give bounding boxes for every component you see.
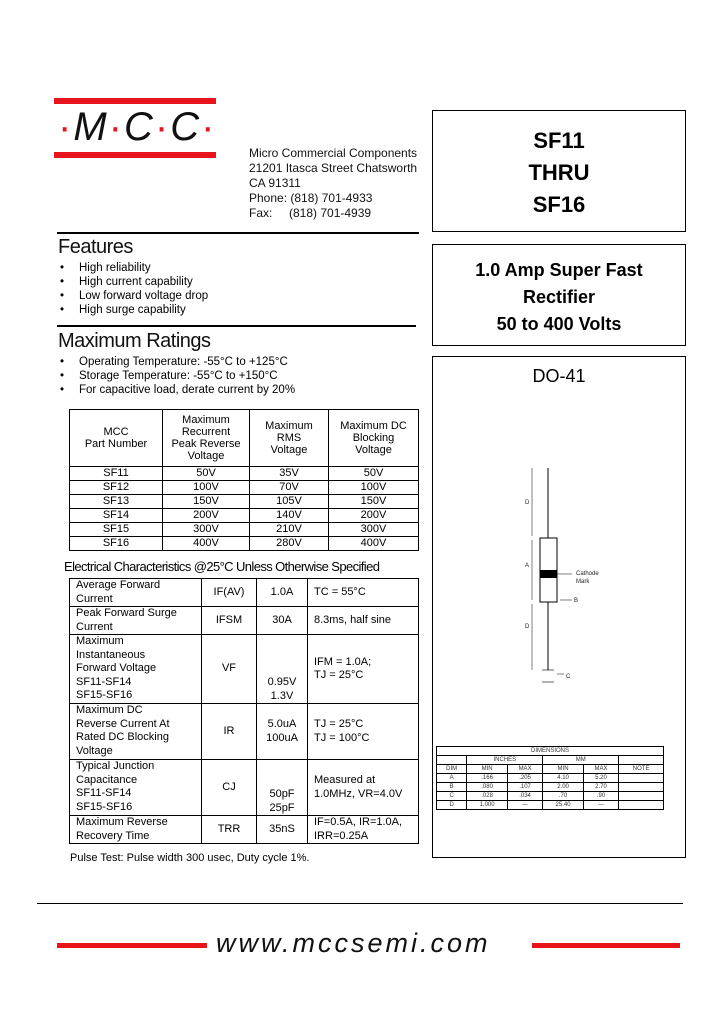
table-row: Typical Junction Capacitance SF11-SF14 SF15-SF16 CJ 50pF 25pF Measured at 1.0MHz, VR=4.0V [70,760,419,816]
ratings-table [69,409,419,551]
dim-label-d: D [525,500,530,506]
company-fax: Fax: (818) 701-4939 [249,206,372,220]
product-title-line-2: Rectifier [522,287,596,307]
ratings-title: Maximum Ratings [58,330,211,352]
dim-header-row: DIM MIN MAX MIN MAX NOTE [437,765,664,774]
header-part-number: MCC Part Number [70,410,163,467]
dim-row: D 1.000 --- 25.40 --- [437,801,664,810]
ratings-list [59,355,295,397]
footer-right-bar [532,943,680,948]
rating-item: • Operating Temperature: -55°C to +125°C [59,355,295,369]
product-title-box [432,244,686,346]
header-dc-blocking: Maximum DC Blocking Voltage [329,410,419,467]
symbol-cell: VF [202,635,257,704]
company-address [249,146,417,221]
feature-item: • Low forward voltage drop [59,289,208,303]
table-row: SF12 100V 70V 100V [70,481,419,495]
dim-label-d-lower: D [525,624,530,630]
electrical-table [69,578,419,844]
symbol-cell: TRR [202,816,257,844]
feature-item: • High current capability [59,275,208,289]
table-row: Peak Forward Surge Current IFSM 30A 8.3ms, half sine [70,607,419,635]
features-title: Features [58,236,133,258]
table-row: Maximum Instantaneous Forward Voltage SF11-SF14 SF15-SF16 VF 0.95V 1.3V IFM = 1.0A; TJ = 25°C [70,635,419,704]
dim-label-c: C [566,674,571,680]
table-row: SF16 400V 280V 400V [70,537,419,551]
pulse-test-note: Pulse Test: Pulse width 300 usec, Duty cycle 1%. [70,852,310,864]
dim-label-b: B [574,598,579,604]
header-rms: Maximum RMS Voltage [250,410,329,467]
dimensions-title: DIMENSIONS [437,747,664,756]
part-end: SF16 [532,192,586,217]
feature-item: • High reliability [59,261,208,275]
company-city: CA 91311 [249,176,301,190]
rating-item: • Storage Temperature: -55°C to +150°C [59,369,295,383]
cathode-mark-label: Cathode Mark [576,571,599,585]
symbol-cell: IF(AV) [202,579,257,607]
ratings-header-row [70,410,419,467]
website-url[interactable]: www.mccsemi.com [216,928,491,958]
company-phone: Phone: (818) 701-4933 [249,191,373,205]
symbol-cell: CJ [202,760,257,816]
dim-row: A .166 .205 4.10 5.20 [437,774,664,783]
table-row: SF13 150V 105V 150V [70,495,419,509]
symbol-cell: IFSM [202,607,257,635]
dim-group-inches: INCHES [467,756,543,765]
features-list [59,261,208,317]
company-street: 21201 Itasca Street Chatsworth [249,161,418,175]
table-row: SF14 200V 140V 200V [70,509,419,523]
dimensions-table [436,746,664,810]
table-row: SF11 50V 35V 50V [70,467,419,481]
symbol-cell: IR [202,704,257,760]
ratings-rule [57,325,416,327]
part-range-box [432,110,686,232]
table-row: SF15 300V 210V 300V [70,523,419,537]
product-title-line-1: 1.0 Amp Super Fast [475,260,643,280]
dim-label-a: A [525,563,530,569]
dim-group-mm: MM [543,756,619,765]
footer-rule [37,903,683,904]
table-row: Average Forward Current IF(AV) 1.0A TC = 55°C [70,579,419,607]
part-start: SF11 [533,128,585,153]
table-row: Maximum DC Reverse Current At Rated DC Blocking Voltage IR 5.0uA 100uA TJ = 25°C TJ = 100°C [70,704,419,760]
rating-item: • For capacitive load, derate current by 20% [59,383,295,397]
mcc-logo: ·M·C·C· [58,105,217,149]
company-name: Micro Commercial Components [249,146,418,160]
features-rule [57,232,419,234]
package-name: DO-41 [532,366,586,386]
feature-item: • High surge capability [59,303,208,317]
footer-left-bar [57,943,207,948]
logo-bottom-bar [54,152,216,158]
product-title-line-3: 50 to 400 Volts [496,314,622,334]
part-thru: THRU [528,160,590,185]
electrical-title: Electrical Characteristics @25°C Unless Otherwise Specified [64,559,380,574]
header-peak-reverse: Maximum Recurrent Peak Reverse Voltage [163,410,250,467]
dim-row: C .028 .034 .70 .90 [437,792,664,801]
table-row: Maximum Reverse Recovery Time TRR 35nS IF=0.5A, IR=1.0A, IRR=0.25A [70,816,419,844]
dim-row: B .080 .107 2.00 2.70 [437,783,664,792]
